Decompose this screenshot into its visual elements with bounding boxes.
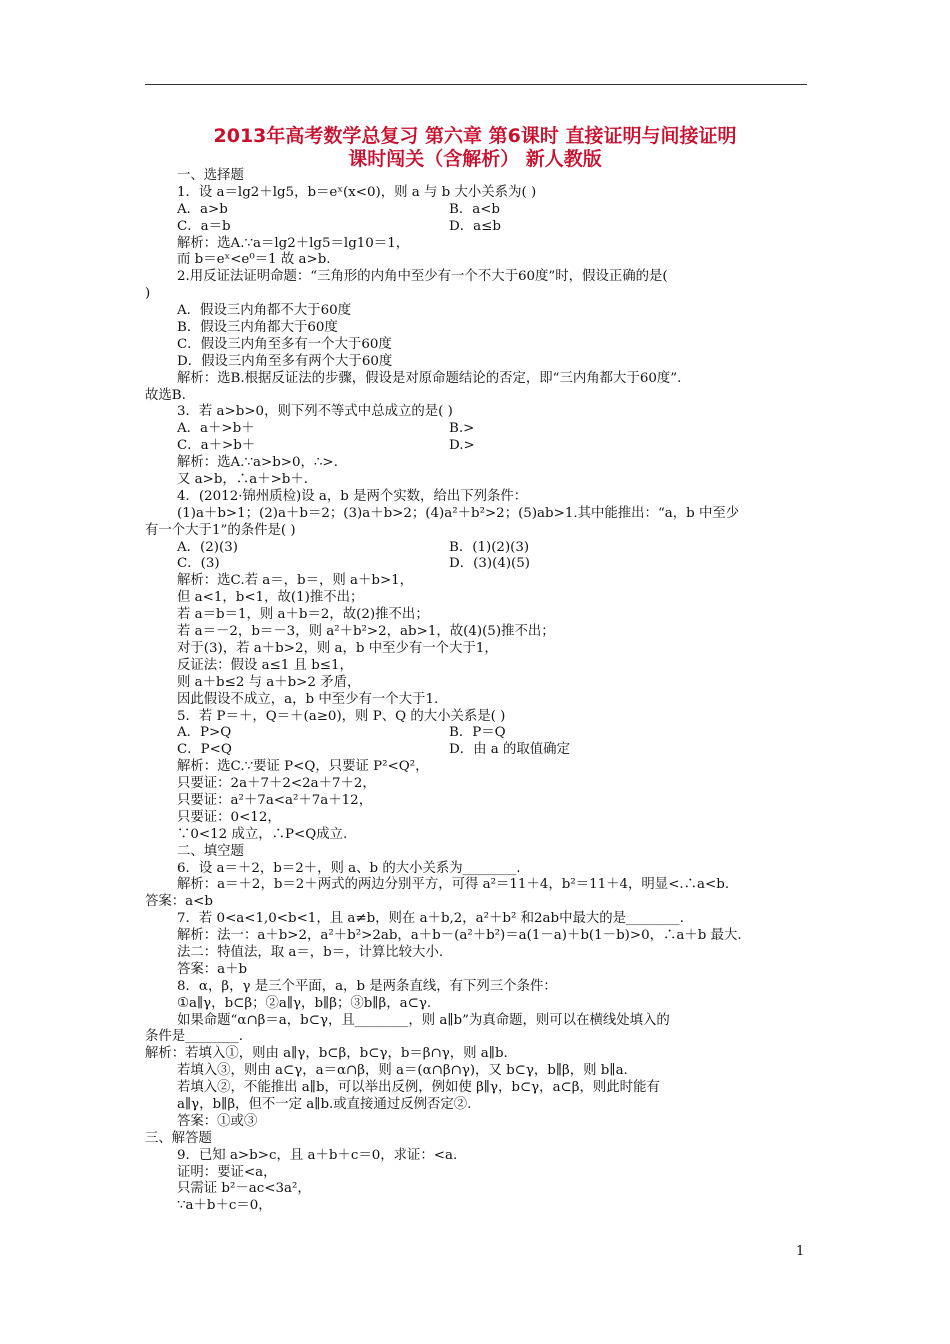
option-right: B.> [449, 421, 475, 437]
text-line: 如果命题“α∩β＝a，b⊂γ，且________，则 a∥b”为真命题，则可以在横线处填入的 [177, 1012, 670, 1028]
text-line: 解析：a＝＋2，b＝2＋两式的两边分别平方，可得 a²＝11＋4，b²＝11＋4，明显<.∴a<b. [177, 877, 730, 893]
text-line: 但 a<1，b<1，故(1)推不出； [177, 590, 364, 606]
option-right: D.> [449, 438, 475, 454]
text-line: (1)a＋b>1；(2)a＋b＝2；(3)a＋b>2；(4)a²＋b²>2；(5)ab>1.其中能推出：“a，b 中至少 [177, 505, 740, 521]
text-line: D．假设三内角至多有两个大于60度 [177, 353, 393, 369]
text-line: ) [145, 286, 151, 302]
text-line: ∵a＋b＋c＝0， [177, 1198, 272, 1214]
text-line: 反证法：假设 a≤1 且 b≤1， [177, 657, 353, 673]
text-line: 二、填空题 [177, 843, 244, 859]
text-line: 解析：若填入①，则由 a∥γ，b⊂β，b⊂γ，b＝β∩γ，则 a∥b. [145, 1046, 508, 1062]
text-line: C．假设三内角至多有一个大于60度 [177, 336, 392, 352]
text-line: 答案：①或③ [177, 1113, 258, 1129]
text-line: 解析：选C.∵要证 P<Q，只要证 P²<Q²， [177, 759, 429, 775]
option-row [145, 725, 810, 742]
option-row [145, 421, 810, 438]
option-right: B．a<b [449, 201, 501, 217]
text-line: 只要证：a²＋7a<a²＋7a＋12， [177, 792, 373, 808]
text-line: 5．若 P＝＋，Q＝＋(a≥0)，则 P、Q 的大小关系是( ) [177, 708, 506, 724]
option-right: D．a≤b [449, 218, 501, 234]
text-line: 答案：a<b [145, 894, 213, 910]
option-row [145, 219, 810, 236]
text-line: 答案：a＋b [177, 961, 248, 977]
text-line: 因此假设不成立，a，b 中至少有一个大于1. [177, 691, 439, 707]
option-left: A．a＋>b＋ [177, 421, 255, 437]
text-line: 一、选择题 [177, 168, 244, 183]
text-line: 7．若 0<a<1,0<b<1，且 a≠b，则在 a＋b,2，a²＋b² 和2ab中最大的是________. [177, 911, 684, 927]
text-line: 对于(3)，若 a＋b>2，则 a，b 中至少有一个大于1， [177, 640, 498, 656]
option-right: B．(1)(2)(3) [449, 539, 530, 555]
text-line: 2.用反证法证明命题：“三角形的内角中至少有一个不大于60度”时，假设正确的是( [177, 269, 668, 285]
text-line: A．假设三内角都不大于60度 [177, 303, 352, 319]
option-left: A．a>b [177, 201, 228, 217]
option-row [145, 438, 810, 455]
text-line: 法二：特值法，取 a＝，b＝，计算比较大小. [177, 944, 444, 960]
text-line: 只要证：0<12， [177, 809, 281, 825]
text-line: 9．已知 a>b>c，且 a＋b＋c＝0，求证：<a. [177, 1147, 458, 1163]
document-body [145, 168, 810, 1215]
text-line: 解析：法一：a＋b>2，a²＋b²>2ab，a＋b－(a²＋b²)＝a(1－a)＋b(1－b)>0，∴a＋b 最大. [177, 928, 742, 944]
text-line: 只要证：2a＋7＋2<2a＋7＋2， [177, 776, 376, 792]
option-left: C．a＋>b＋ [177, 438, 256, 454]
option-left: C．a＝b [177, 218, 231, 234]
text-line: 解析：选A.∵a＝lg2＋lg5＝lg10＝1， [177, 235, 410, 251]
page-title: 2013年高考数学总复习 第六章 第6课时 直接证明与间接证明 [213, 125, 737, 147]
option-row [145, 202, 810, 219]
text-line: 3．若 a>b>0，则下列不等式中总成立的是( ) [177, 404, 453, 420]
option-right: D．由 a 的取值确定 [449, 742, 570, 758]
text-line: 故选B. [145, 387, 186, 403]
option-left: C．(3) [177, 556, 220, 572]
option-left: A．(2)(3) [177, 539, 238, 555]
text-line: 6．设 a＝＋2，b＝2＋，则 a、b 的大小关系为________. [177, 860, 521, 876]
option-right: B．P＝Q [449, 725, 506, 741]
text-line: 三、解答题 [145, 1130, 212, 1146]
text-line: 解析：选B.根据反证法的步骤，假设是对原命题结论的否定，即“三内角都大于60度”. [177, 370, 682, 386]
text-line: 若 a＝－2，b＝－3，则 a²＋b²>2，ab>1，故(4)(5)推不出； [177, 624, 555, 640]
option-left: A．P>Q [177, 725, 232, 741]
option-left: C．P<Q [177, 742, 232, 758]
text-line: 8．α，β，γ 是三个平面，a，b 是两条直线，有下列三个条件： [177, 978, 557, 994]
text-line: ∵0<12 成立，∴P<Q成立. [177, 826, 348, 842]
top-rule [145, 84, 807, 85]
text-line: 1．设 a＝lg2＋lg5，b＝eˣ(x<0)，则 a 与 b 大小关系为( ) [177, 184, 537, 200]
text-line: 只需证 b²－ac<3a²， [177, 1181, 311, 1197]
option-row [145, 742, 810, 759]
page-subtitle: 课时闯关（含解析） 新人教版 [348, 148, 602, 170]
text-line: 解析：选A.∵a>b>0，∴>. [177, 455, 338, 471]
text-line: 若 a＝b＝1，则 a＋b＝2，故(2)推不出； [177, 607, 429, 623]
text-line: 4．(2012·锦州质检)设 a，b 是两个实数，给出下列条件： [177, 488, 528, 504]
text-line: 证明：要证<a， [177, 1164, 277, 1180]
option-row [145, 556, 810, 573]
option-row [145, 540, 810, 557]
text-line: 则 a＋b≤2 与 a＋b>2 矛盾， [177, 674, 361, 690]
text-line: 有一个大于1”的条件是( ) [145, 522, 296, 538]
text-line: a∥γ，b∥β，但不一定 a∥b.或直接通过反例否定②. [177, 1096, 472, 1112]
text-line: B．假设三内角都大于60度 [177, 320, 338, 336]
option-right: D．(3)(4)(5) [449, 556, 531, 572]
text-line: 又 a>b，∴a＋>b＋. [177, 472, 309, 488]
text-line: 若填入②，不能推出 a∥b，可以举出反例，例如使 β∥γ，b⊂γ，a⊂β，则此时能有 [177, 1080, 660, 1096]
text-line: 解析：选C.若 a＝，b＝，则 a＋b>1， [177, 573, 414, 589]
text-line: ①a∥γ，b⊂β；②a∥γ，b∥β；③b∥β，a⊂γ. [177, 995, 432, 1011]
page-number: 1 [796, 1244, 805, 1259]
text-line: 而 b＝eˣ<e⁰＝1 故 a>b. [177, 252, 331, 268]
text-line: 若填入③，则由 a⊂γ，a＝α∩β，则 a＝(α∩β∩γ)，又 b⊂γ，b∥β，则 b∥a. [177, 1063, 628, 1079]
text-line: 条件是________. [145, 1029, 243, 1045]
